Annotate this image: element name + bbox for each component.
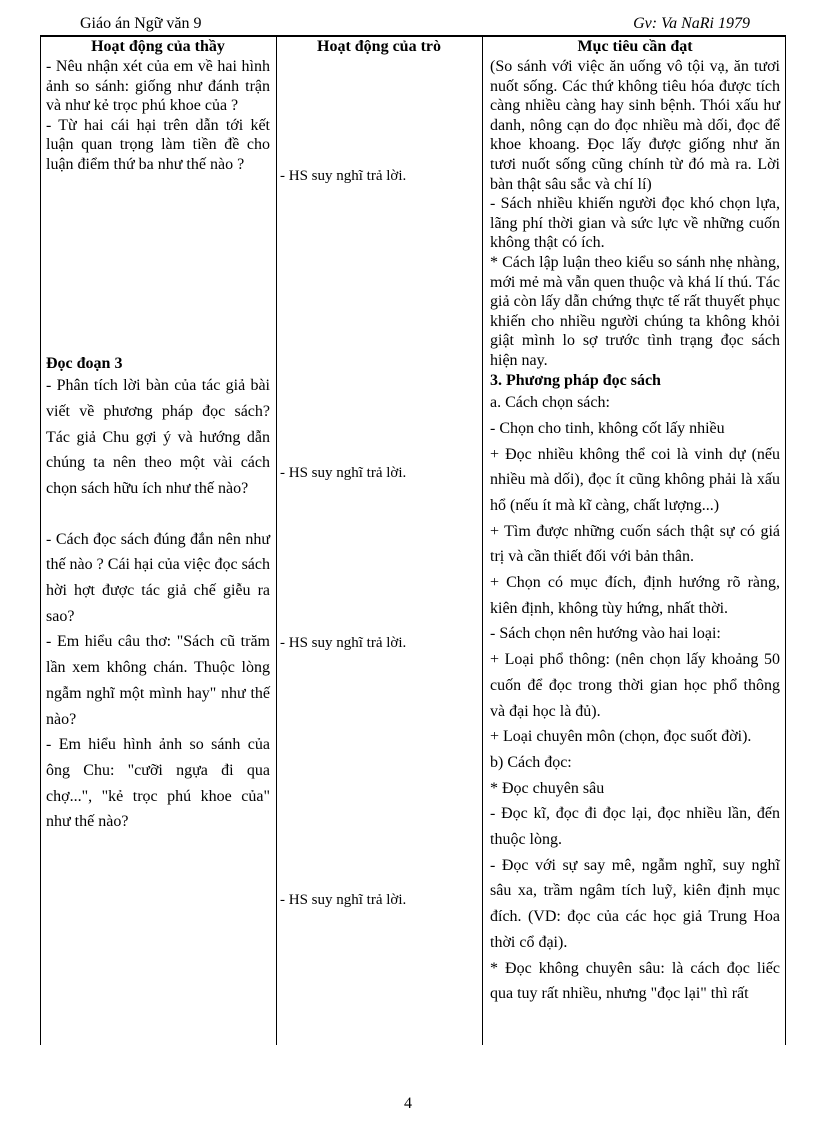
column-divider-1 <box>276 37 277 1045</box>
goal-line: + Chọn có mục đích, định hướng rõ ràng, kiên định, không tùy hứng, nhất thời. <box>490 574 780 617</box>
teacher-question: - Cách đọc sách đúng đắn nên như thế nào ? Cái hại của việc đọc sách hời hợt được tác giả chế giễu ra sao? <box>46 530 270 625</box>
goals-column-header: Mục tiêu cần đạt <box>577 38 693 55</box>
student-answer: - HS suy nghĩ trả lời. <box>280 892 407 908</box>
goal-line: + Đọc nhiều không thể coi là vinh dự (nếu nhiều mà dối), đọc ít cũng không phải là xấu hổ (nếu ít mà kĩ càng, chất lượng...) <box>490 445 780 514</box>
goal-paragraph: (So sánh với việc ăn uống vô tội vạ, ăn tươi nuốt sống. Các thứ không tiêu hóa được tích càng nhiều càng hay sinh bệnh. Thói xấu hư danh, nông cạn do đọc nhiều mà dối, đọc để khoe khoang. Đọc lấy được giống như ăn tươi nuốt sống cũng chính từ đó mà ra. Lời bàn thật sâu sắc và chí lí) <box>490 58 780 193</box>
page-header <box>40 14 786 34</box>
teacher-section-title: Đọc đoạn 3 <box>46 354 123 372</box>
teacher-column <box>40 37 276 835</box>
lesson-table <box>40 36 786 1045</box>
student-answer: - HS suy nghĩ trả lời. <box>280 168 407 184</box>
goal-section-title: 3. Phương pháp đọc sách <box>490 371 661 389</box>
goal-line: * Đọc chuyên sâu <box>490 779 605 797</box>
goal-line: + Loại chuyên môn (chọn, đọc suốt đời). <box>490 728 752 746</box>
student-answer: - HS suy nghĩ trả lời. <box>280 635 407 651</box>
teacher-column-header: Hoạt động của thầy <box>91 38 225 55</box>
goal-line: + Loại phổ thông: (nên chọn lấy khoảng 50 cuốn để đọc trong thời gian học phổ thông và đại học là đủ). <box>490 651 780 720</box>
page-number: 4 <box>404 1095 412 1112</box>
teacher-question: - Em hiểu hình ảnh so sánh của ông Chu: "cưỡi ngựa đi qua chợ...", "kẻ trọc phú khoe của" như thế nào? <box>46 736 270 831</box>
teacher-question: - Phân tích lời bàn của tác giả bài viết về phương pháp đọc sách? Tác giả Chu gợi ý và hướng dẫn chúng ta nên theo một vài cách chọn sách hữu ích như thế nào? <box>46 377 270 497</box>
teacher-question: - Từ hai cái hại trên dẫn tới kết luận quan trọng làm tiền đề cho luận điểm thứ ba như thế nào ? <box>46 116 270 173</box>
goal-line: - Sách chọn nên hướng vào hai loại: <box>490 625 721 643</box>
goals-column <box>482 37 786 1007</box>
goal-line: a. Cách chọn sách: <box>490 394 610 412</box>
goal-paragraph: * Cách lập luận theo kiểu so sánh nhẹ nhàng, mới mẻ mà vẫn quen thuộc và khá lí thú. Tác giả còn lấy dẫn chứng thực tế rất thuyết phục khiến cho nhiều người chúng ta không khỏi giật mình lo sợ trước tình trạng đọc sách hiện nay. <box>490 253 780 369</box>
header-teacher: Gv: Va NaRi 1979 <box>633 15 750 32</box>
goal-paragraph: - Sách nhiều khiến người đọc khó chọn lựa, lãng phí thời gian và sức lực về những cuốn không thật có ích. <box>490 195 780 252</box>
teacher-question: - Em hiểu câu thơ: "Sách cũ trăm lần xem không chán. Thuộc lòng ngẫm nghĩ một mình hay" như thế nào? <box>46 633 270 728</box>
teacher-question: - Nêu nhận xét của em về hai hình ảnh so sánh: giống như đánh trận và như kẻ trọc phú khoe của ? <box>46 58 270 115</box>
goal-line: b) Cách đọc: <box>490 753 572 771</box>
goal-line: - Đọc kĩ, đọc đi đọc lại, đọc nhiều lần, đến thuộc lòng. <box>490 805 780 849</box>
goal-line: - Chọn cho tinh, không cốt lấy nhiều <box>490 419 725 437</box>
header-subject: Giáo án Ngữ văn 9 <box>80 15 202 32</box>
goal-line: - Đọc với sự say mê, ngẫm nghĩ, suy nghĩ sâu xa, trầm ngâm tích luỹ, kiên định mục đích. (VD: đọc của các học giả Trung Hoa thời cổ đại). <box>490 856 780 951</box>
student-answer: - HS suy nghĩ trả lời. <box>280 465 407 481</box>
goal-line: + Tìm được những cuốn sách thật sự có giá trị và cần thiết đối với bản thân. <box>490 522 780 566</box>
student-column-header: Hoạt động của trò <box>317 38 441 55</box>
goal-line: * Đọc không chuyên sâu: là cách đọc liếc qua tuy rất nhiều, nhưng "đọc lại" thì rất <box>490 959 780 1003</box>
student-column <box>276 37 482 908</box>
